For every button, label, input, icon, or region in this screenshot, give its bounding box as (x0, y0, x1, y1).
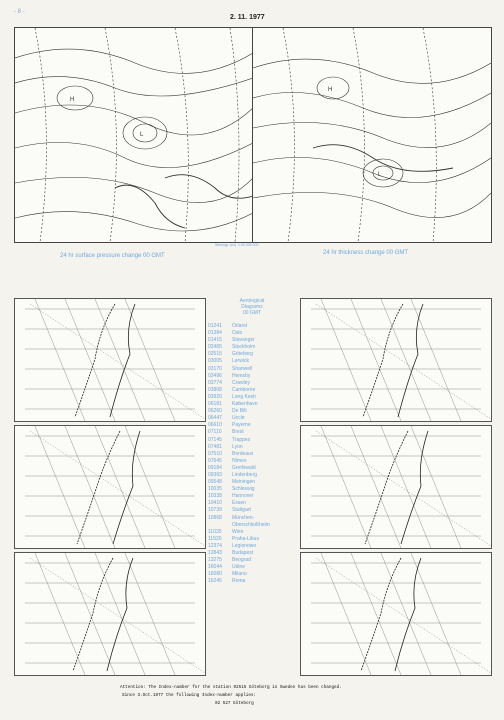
station-index-number: 07510 (208, 450, 222, 457)
station-row (208, 515, 296, 522)
svg-text:H: H (328, 87, 333, 93)
station-name: Orland (232, 323, 248, 329)
station-index-number: 02465 (208, 344, 222, 351)
station-row (208, 500, 296, 507)
left-map-caption: 24 hr surface pressure change 00 GMT (60, 253, 165, 259)
station-index-number: 06260 (208, 408, 222, 415)
surface-pressure-change-map (14, 27, 254, 243)
station-index-number: 01384 (208, 330, 222, 337)
station-index-number: 07481 (208, 443, 222, 450)
station-name: Stuttgart (232, 507, 251, 514)
station-row (208, 323, 296, 330)
station-row (208, 415, 296, 422)
station-row (208, 358, 296, 365)
station-index-number: 07645 (208, 457, 222, 464)
station-index-number: 11520 (208, 535, 222, 542)
page-number: - 8 - (14, 9, 25, 15)
station-name: Long Kesh (232, 393, 256, 400)
station-name: Meiningen (232, 479, 256, 486)
station-index-number: 06610 (208, 422, 222, 429)
station-name: Lerwick (232, 358, 249, 365)
station-index-number: 06181 (208, 401, 222, 408)
station-name: Udine (232, 564, 246, 571)
station-name: København (232, 401, 258, 408)
station-index-number: 11035 (208, 528, 222, 535)
station-name: Payerne (232, 422, 251, 429)
station-name: Wien (232, 528, 244, 535)
station-row (208, 366, 296, 373)
station-name: München- (232, 514, 255, 521)
station-row (208, 493, 296, 500)
station-name: Praha-Libus (232, 535, 259, 542)
station-name: Hannover (232, 493, 254, 500)
station-name: Crawley (232, 379, 251, 386)
station-row (208, 429, 296, 436)
aerological-diagram (14, 298, 206, 422)
surface-pressure-map-drawing (15, 28, 253, 242)
station-index-number: 10338 (208, 493, 222, 500)
station-row (208, 444, 296, 451)
station-row (208, 465, 296, 472)
station-name: Budapest (232, 550, 254, 556)
station-index-number: 16080 (208, 571, 222, 578)
aerological-diagram (300, 298, 492, 422)
station-index-number: 10868 (208, 514, 222, 521)
station-index-number: 09548 (208, 479, 222, 486)
thickness-map-drawing (253, 28, 491, 242)
svg-text:L: L (140, 132, 144, 138)
station-index-number: 09184 (208, 464, 222, 471)
station-rows (208, 323, 296, 585)
station-name: Uccle (232, 415, 245, 422)
station-index-number: 12843 (208, 550, 222, 556)
station-row (208, 387, 296, 394)
station-name: Trappes (232, 436, 251, 443)
station-name: Hemsby (232, 372, 251, 379)
station-row (208, 507, 296, 514)
station-row (208, 344, 296, 351)
station-row (208, 571, 296, 578)
station-name: Oslo (232, 330, 243, 337)
aerological-diagram (300, 425, 492, 549)
station-row (208, 437, 296, 444)
station-index-number: 10035 (208, 486, 222, 493)
station-name: Schleswig (232, 486, 255, 493)
station-row (208, 458, 296, 465)
aerological-diagram (300, 552, 492, 676)
station-index-number: 16245 (208, 578, 222, 585)
station-row (208, 422, 296, 429)
station-name: Göteborg (232, 351, 253, 358)
station-row (208, 380, 296, 387)
thickness-change-map (252, 27, 492, 243)
station-name: Oberschleißheim (232, 521, 270, 528)
station-name: Stavanger (232, 337, 255, 344)
station-row (208, 529, 296, 536)
station-index-number: 13275 (208, 557, 222, 564)
station-name: Legionowo (232, 542, 257, 549)
station-name: Roma (232, 578, 246, 585)
station-row (208, 536, 296, 543)
station-row (208, 330, 296, 337)
station-index-number: 16044 (208, 564, 222, 571)
station-list-title: Aerological Diagrams 00 GMT (239, 298, 265, 316)
station-index-number: 03170 (208, 365, 222, 372)
station-row (208, 351, 296, 358)
station-index-number: 10410 (208, 500, 222, 507)
station-index-number: 10739 (208, 507, 222, 514)
station-row (208, 522, 296, 529)
scale-note: Stereogr. proj. 1:40 000 000 (215, 243, 259, 247)
station-row (208, 557, 296, 564)
station-index-number: 01241 (208, 323, 222, 329)
aerological-station-list (208, 298, 296, 585)
station-index-number: 12374 (208, 542, 222, 549)
station-name: Camborne (232, 386, 256, 393)
station-name: Essen (232, 500, 246, 507)
station-index-number: 06447 (208, 415, 222, 422)
station-row (208, 564, 296, 571)
station-name: Stockholm (232, 344, 256, 351)
station-row (208, 394, 296, 401)
station-row (208, 486, 296, 493)
station-name: Brest (232, 429, 244, 436)
station-index-number: 03005 (208, 358, 222, 365)
station-name: Beograd (232, 557, 251, 564)
station-row (208, 337, 296, 344)
aerological-diagram (14, 552, 206, 676)
station-index-number: 09393 (208, 471, 222, 478)
station-index-number: 03808 (208, 386, 222, 393)
svg-text:L: L (378, 172, 382, 178)
station-name: Milano (232, 571, 247, 578)
attention-line-1: Attention: The Index-number for the station 02515 Göteborg in Sweden has been changed. (120, 685, 342, 690)
station-name: De Bilt (232, 408, 247, 415)
station-name: Greifswald (232, 464, 256, 471)
chart-date: 2. 11. 1977 (230, 14, 265, 21)
station-index-number: 03920 (208, 393, 222, 400)
station-index-number: 07145 (208, 436, 222, 443)
station-row (208, 451, 296, 458)
station-row (208, 408, 296, 415)
station-row (208, 479, 296, 486)
station-index-number: 03496 (208, 372, 222, 379)
station-row (208, 373, 296, 380)
station-name: Lindenberg (232, 471, 258, 478)
right-map-caption: 24 hr thickness change 00 GMT (323, 250, 409, 256)
station-index-number: 07110 (208, 429, 222, 436)
station-name: Shanwell (232, 365, 253, 372)
station-index-number: 01415 (208, 337, 222, 344)
attention-line-2: Since 3.Oct.1977 the following Index-number applies: (122, 693, 257, 698)
station-row (208, 401, 296, 408)
aerological-diagram (14, 425, 206, 549)
station-index-number (208, 522, 232, 529)
svg-text:H: H (70, 97, 75, 103)
attention-line-3: 02 527 Göteborg (215, 701, 254, 706)
attention-note (120, 684, 500, 708)
station-row (208, 578, 296, 585)
station-index-number: 02515 (208, 351, 222, 358)
station-row (208, 543, 296, 550)
station-name: Lyon (232, 443, 243, 450)
station-name: Nîmes (232, 457, 247, 464)
station-index-number: 03774 (208, 379, 222, 386)
station-row (208, 550, 296, 557)
station-name: Bordeaux (232, 450, 254, 457)
station-row (208, 472, 296, 479)
